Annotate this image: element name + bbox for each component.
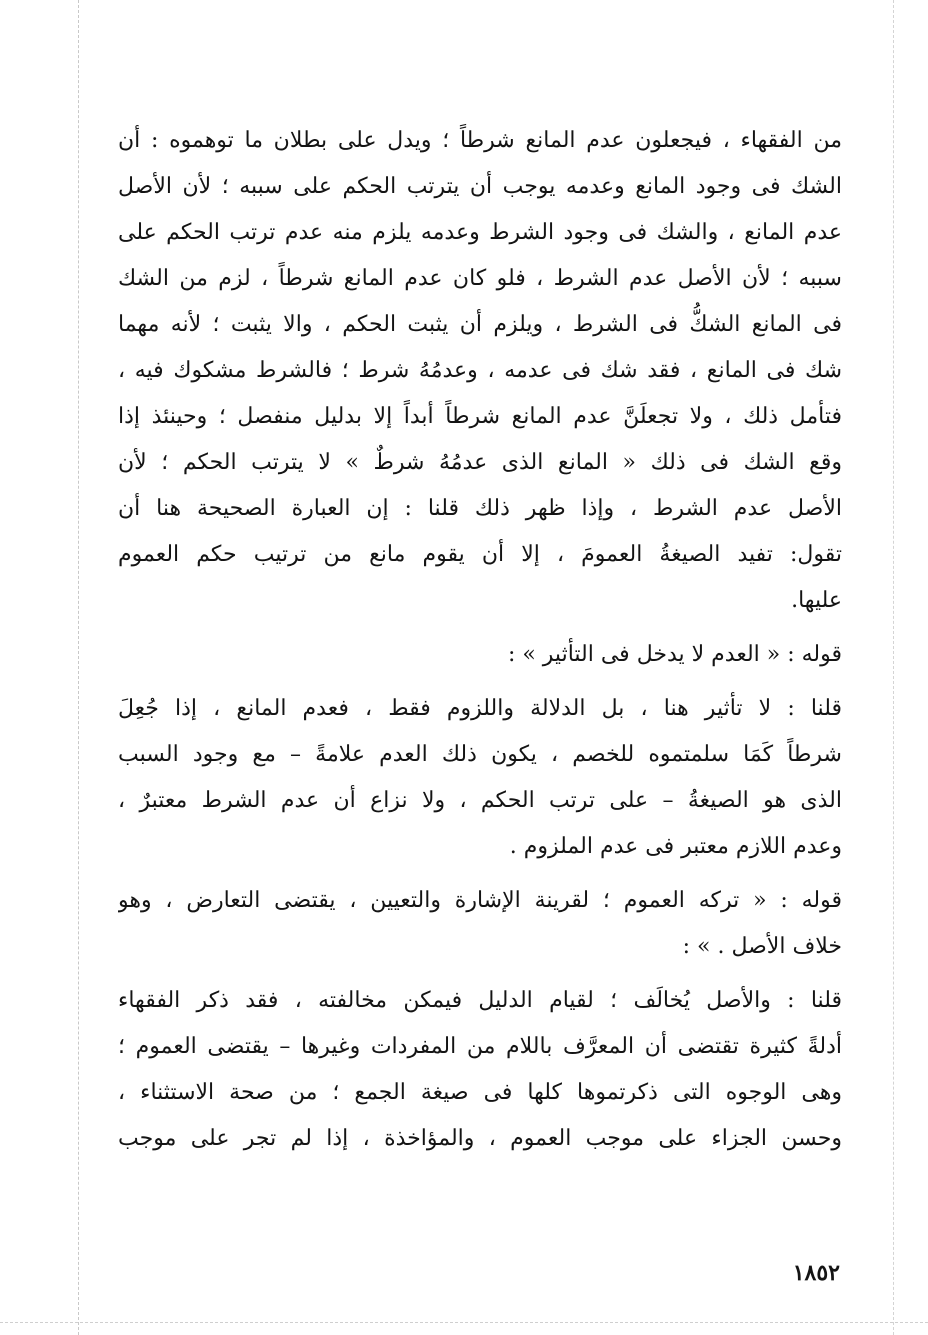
text-line: فتأمل ذلك ، ولا تجعلَنَّ عدم المانع شرطاً أبداً إلا بدليل منفصل ؛ وحينئذ إذا <box>118 404 842 429</box>
scan-edge-left <box>78 0 79 1335</box>
text-line: قلنا : والأصل يُخالَف ؛ لقيام الدليل فيمكن مخالفته ، فقد ذكر الفقهاء <box>118 988 842 1013</box>
text-line: وقع الشك فى ذلك « المانع الذى عدمُهُ شرطٌ » لا يترتب الحكم ؛ لأن <box>118 450 842 475</box>
text-line: قوله : « العدم لا يدخل فى التأثير » : <box>507 642 842 667</box>
text-line: شرطاً كَمَا سلمتموه للخصم ، يكون ذلك العدم علامةً – مع وجود السبب <box>118 742 842 767</box>
paragraph-gap <box>118 678 842 686</box>
text-line: أدلةً كثيرة تقتضى أن المعرَّف باللام من المفردات وغيرها – يقتضى العموم ؛ <box>118 1034 842 1059</box>
paragraph <box>118 686 842 870</box>
text-line: سببه ؛ لأن الأصل عدم الشرط ، فلو كان عدم المانع شرطاً ، لزم من الشك <box>118 266 842 291</box>
page-number: ١٨٥٢ <box>792 1260 840 1286</box>
text-line: قوله : « تركه العموم ؛ لقرينة الإشارة والتعيين ، يقتضى التعارض ، وهو <box>118 888 842 913</box>
paragraph-gap <box>118 970 842 978</box>
text-line: الشك فى وجود المانع وعدمه يوجب أن يترتب الحكم على سببه ؛ لأن الأصل <box>118 174 842 199</box>
text-line: قلنا : لا تأثير هنا ، بل الدلالة واللزوم فقط ، فعدم المانع ، إذا جُعِلَ <box>118 696 842 721</box>
paragraph-gap <box>118 624 842 632</box>
body-text <box>118 118 842 1162</box>
paragraph <box>118 878 842 970</box>
text-line: عليها. <box>791 588 842 613</box>
paragraph <box>118 978 842 1162</box>
scan-edge-right <box>893 0 894 1335</box>
text-line: وهى الوجوه التى ذكرتموها كلها فى صيغة الجمع ؛ من صحة الاستثناء ، <box>118 1080 842 1105</box>
text-line: خلاف الأصل . » : <box>682 934 842 959</box>
scan-edge-bottom <box>0 1322 928 1323</box>
text-line: من الفقهاء ، فيجعلون عدم المانع شرطاً ؛ ويدل على بطلان ما توهموه : أن <box>118 128 842 153</box>
text-line: الذى هو الصيغةُ – على ترتب الحكم ، ولا نزاع أن عدم الشرط معتبرٌ ، <box>118 788 842 813</box>
text-line: شك فى المانع ، فقد شك فى عدمه ، وعدمُهُ شرط ؛ فالشرط مشكوك فيه ، <box>118 358 842 383</box>
text-line: عدم المانع ، والشك فى وجود الشرط وعدمه يلزم منه عدم ترتب الحكم على <box>118 220 842 245</box>
paragraph <box>118 632 842 678</box>
paragraph-gap <box>118 870 842 878</box>
text-line: تقول: تفيد الصيغةُ العمومَ ، إلا أن يقوم مانع من ترتيب حكم العموم <box>118 542 842 567</box>
text-line: الأصل عدم الشرط ، وإذا ظهر ذلك قلنا : إن العبارة الصحيحة هنا أن <box>118 496 842 521</box>
text-line: فى المانع الشكُّ فى الشرط ، ويلزم أن يثبت الحكم ، والا يثبت ؛ لأنه مهما <box>118 312 842 337</box>
paragraph <box>118 118 842 624</box>
text-line: وحسن الجزاء على موجب العموم ، والمؤاخذة ، إذا لم تجر على موجب <box>118 1126 842 1151</box>
text-line: وعدم اللازم معتبر فى عدم الملزوم . <box>509 834 842 859</box>
